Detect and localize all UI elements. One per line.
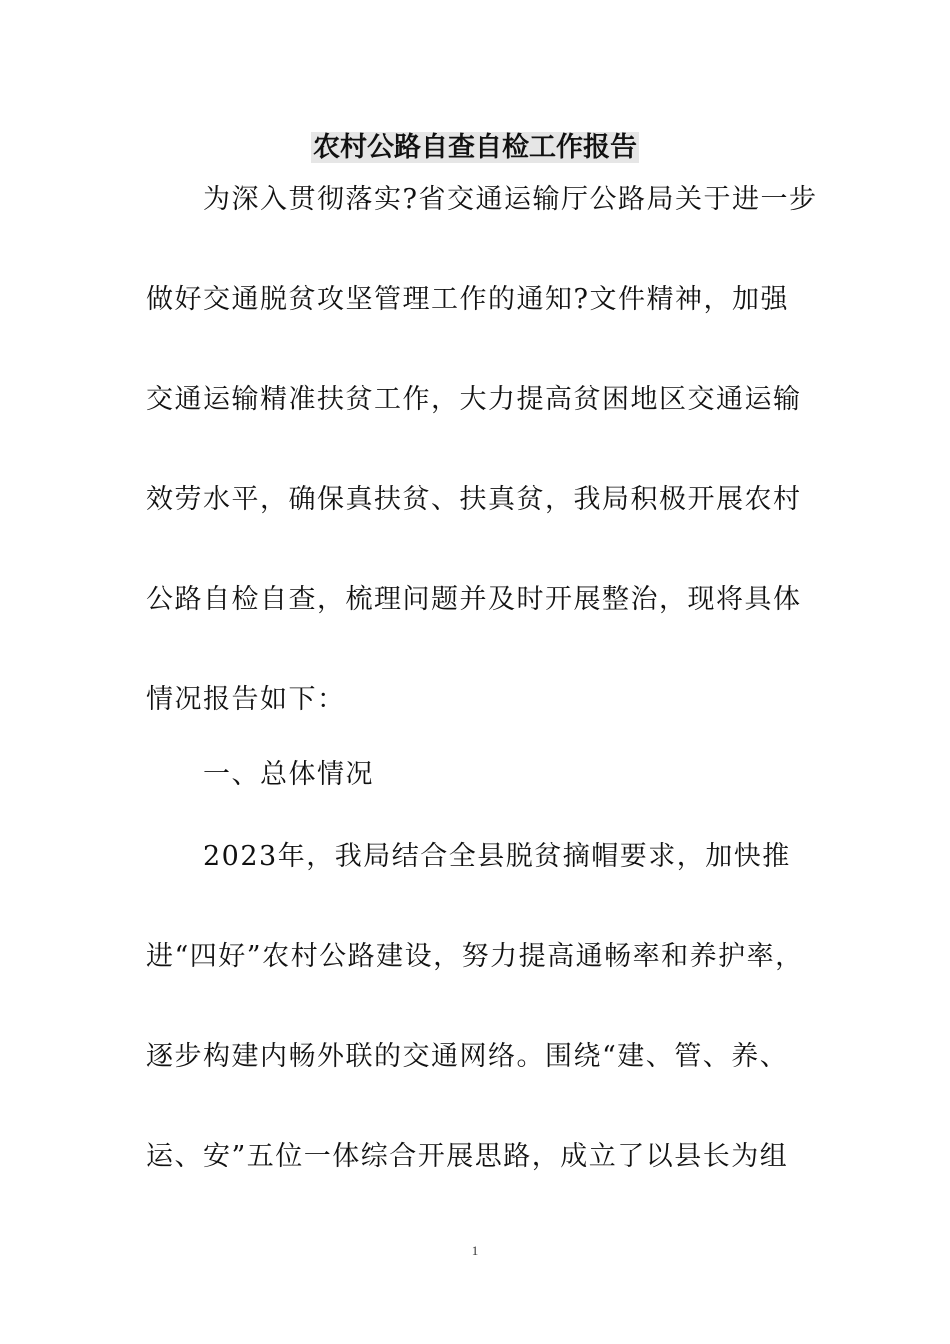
paragraph-line-6: 情况报告如下： (146, 684, 346, 715)
paragraph-line-8: 2023年，我局结合全县脱贫摘帽要求，加快推 (146, 841, 791, 872)
document-title (0, 128, 950, 168)
section-heading: 一、总体情况 (146, 759, 374, 790)
paragraph-line-9: 进“四好”农村公路建设，努力提高通畅率和养护率， (146, 941, 804, 972)
document-title-text: 农村公路自查自检工作报告 (313, 132, 637, 163)
paragraph-line-4: 效劳水平，确保真扶贫、扶真贫，我局积极开展农村 (146, 484, 802, 515)
paragraph-line-10: 逐步构建内畅外联的交通网络。围绕“建、管、养、 (146, 1041, 789, 1072)
paragraph-line-5: 公路自检自查，梳理问题并及时开展整治，现将具体 (146, 584, 802, 615)
paragraph-line-2: 做好交通脱贫攻坚管理工作的通知?文件精神，加强 (146, 284, 789, 315)
paragraph-line-1: 为深入贯彻落实?省交通运输厅公路局关于进一步 (146, 184, 818, 215)
paragraph-line-3: 交通运输精准扶贫工作，大力提高贫困地区交通运输 (146, 384, 802, 415)
page-number: 1 (471, 1243, 479, 1258)
paragraph-line-11: 运、安”五位一体综合开展思路，成立了以县长为组 (146, 1141, 789, 1172)
